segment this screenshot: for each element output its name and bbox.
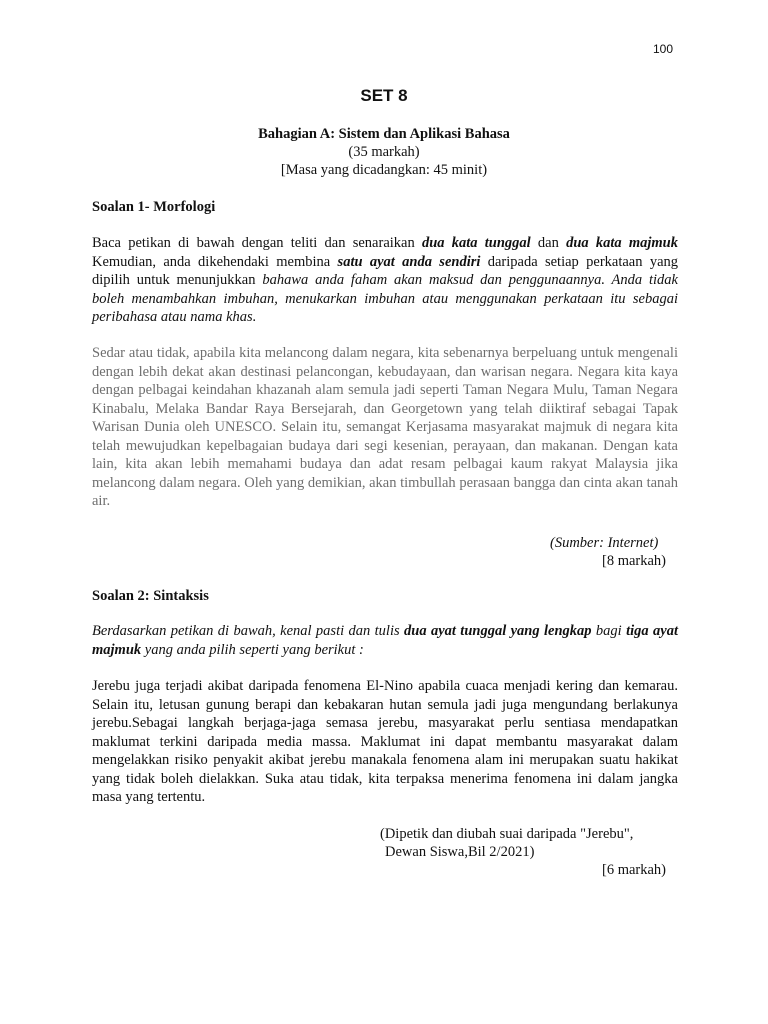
q1-passage: Sedar atau tidak, apabila kita melancong dalam negara, kita sebenarnya berpeluang untuk mengenali dengan lebih dekat akan destinasi pelancongan, kebudayaan, dan warisan negara. Negara kita kaya dengan pelbagai keindahan khazanah alam semula jadi seperti Taman Negara Mulu, Taman Negara Kinabalu, Melaka Bandar Raya Bersejarah, dan Georgetown yang telah diiktiraf sebagai Tapak Warisan Dunia oleh UNESCO. Selain itu, semangat Kerjasama masyarakat majmuk di negara kita telah mewujudkan kepelbagaian budaya dari segi kesenian, perayaan, dan makanan. Dengan kata lain, kita akan lebih memahami budaya dan adat resam pelbagai kaum rakyat Malaysia jika melancong dalam negara. Oleh yang demikian, akan timbullah perasaan bangga dan cinta akan tanah air. [92,345,678,509]
q1-instructions [92,234,678,327]
q2-instructions [92,622,678,659]
q2-heading: Soalan 2: Sintaksis [92,588,209,604]
q1-source: (Sumber: Internet) [550,535,659,551]
section-time: [Masa yang dicadangkan: 45 minit) [280,162,488,178]
q2-source-line-1: (Dipetik dan diubah suai daripada "Jerebu", [380,826,634,842]
q2-instr-text-2: bagi [591,623,627,639]
set-title: SET 8 [360,86,408,105]
q1-instr-emphasis-2: dua kata majmuk [566,235,678,251]
q1-instr-text-1: Baca petikan di bawah dengan teliti dan senaraikan [92,235,422,251]
section-header [0,125,768,179]
q2-instr-text-3: yang anda pilih seperti yang berikut : [141,641,364,658]
q2-source-line-2: Dewan Siswa,Bil 2/2021) [385,844,535,860]
section-marks: (35 markah) [348,144,420,160]
q2-instr-emphasis-1: dua ayat tunggal yang lengkap [404,623,592,639]
q2-instr-text-1: Berdasarkan petikan di bawah, kenal pasti dan tulis [92,623,405,639]
q1-heading: Soalan 1- Morfologi [92,199,216,215]
q2-passage: Jerebu juga terjadi akibat daripada fenomena El-Nino apabila cuaca menjadi kering dan kemarau. Selain itu, letusan gunung berapi dan kebakaran hutan semula jadi juga mengundang berlakunya jerebu.Sebagai langkah berjaga-jaga semasa jerebu, masyarakat perlu sentiasa mendapatkan maklumat terkini daripada media massa. Maklumat ini dapat membantu masyarakat dalam mengelakkan risiko penyakit akibat jerebu manakala fenomena alam ini merupakan suatu hakikat yang tidak boleh dielakkan. Suka atau tidak, kita terpaksa menerima fenomena ini dalam jangka masa yang tertentu. [92,678,678,805]
q2-instr-emphasis-2: tiga ayat majmuk [92,623,678,658]
q1-instr-emphasis-1: dua kata tunggal [421,235,531,251]
section-title: Bahagian A: Sistem dan Aplikasi Bahasa [258,126,510,142]
q1-instr-emphasis-3: satu ayat anda sendiri [337,253,481,270]
page-number: 100 [653,42,674,56]
q2-marks: [6 markah) [602,862,667,878]
q1-instr-italic: bahawa anda faham akan maksud dan penggunaannya. Anda tidak boleh menambahkan imbuhan, menukarkan imbuhan atau menggunakan perkataan itu sebagai peribahasa atau nama khas. [92,272,678,325]
q1-instr-text-4: daripada setiap perkataan yang dipilih untuk menunjukkan [92,253,679,288]
q1-marks: [8 markah) [602,553,667,569]
q1-instr-text-2: dan [530,235,567,251]
q1-instr-text-3: Kemudian, anda dikehendaki membina [92,253,338,270]
